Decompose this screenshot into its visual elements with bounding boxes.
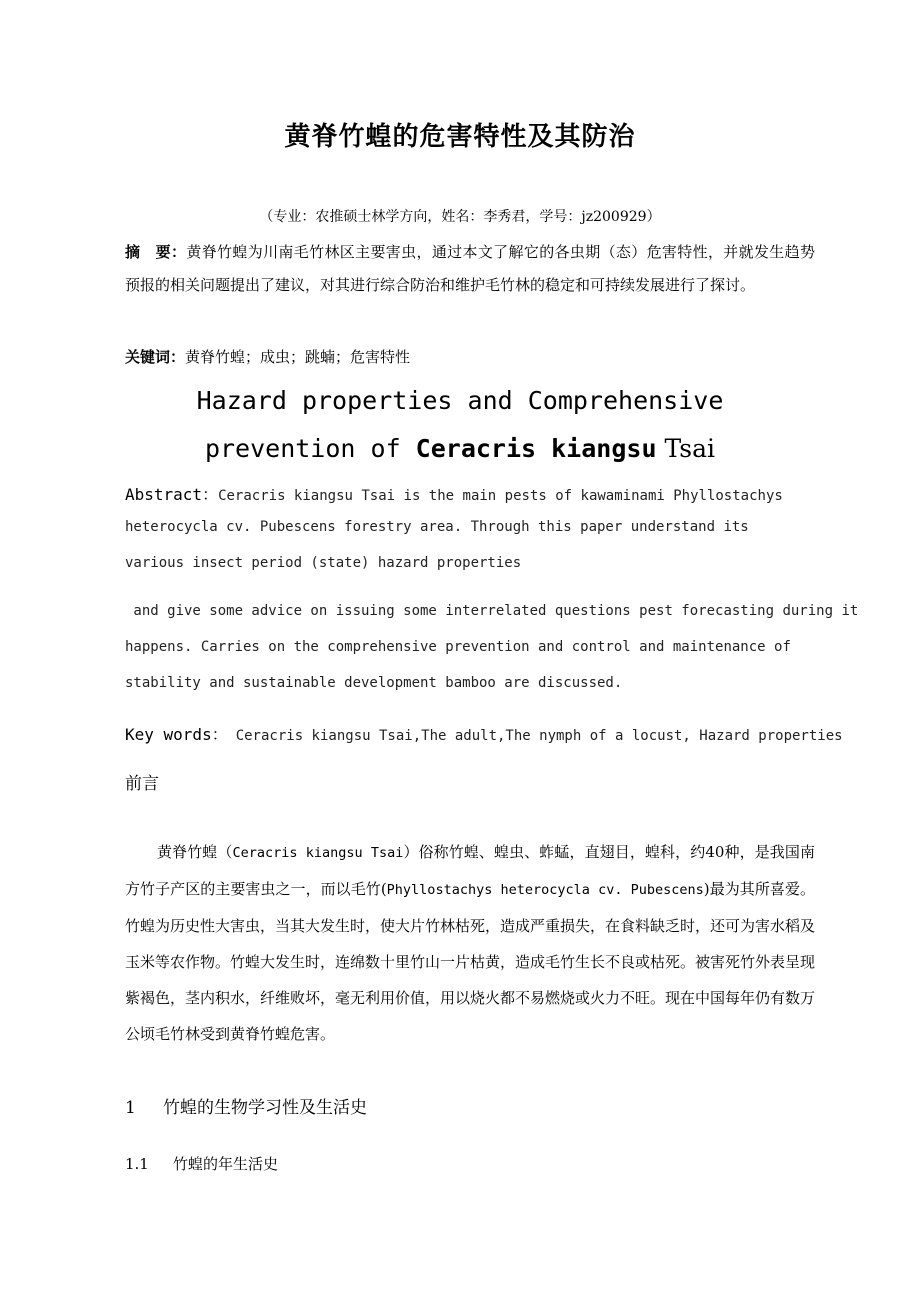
section-1-heading bbox=[125, 1093, 367, 1118]
paper-title-en-line1: Hazard properties and Comprehensive bbox=[196, 386, 724, 415]
keywords-en bbox=[125, 722, 843, 745]
keywords-cn bbox=[125, 346, 410, 367]
section-1-1-number: 1.1 bbox=[125, 1155, 149, 1173]
author-line: （专业：农推硕士林学方向，姓名：李秀君，学号：jz200929） bbox=[259, 209, 661, 225]
paper-title-cn: 黄脊竹蝗的危害特性及其防治 bbox=[284, 122, 636, 152]
keywords-en-label: Key words： bbox=[125, 725, 228, 744]
keywords-cn-text: 黄脊竹蝗；成虫；跳蝻；危害特性 bbox=[185, 348, 411, 366]
preface-species: Ceracris kiangsu Tsai bbox=[232, 845, 404, 861]
section-1-1-title: 竹蝗的年生活史 bbox=[173, 1155, 279, 1173]
abstract-en-text-1: Ceracris kiangsu Tsai is the main pests of kawaminami Phyllostachys bbox=[218, 488, 783, 504]
preface-paragraph bbox=[125, 834, 815, 1052]
section-1-title: 竹蝗的生物学习性及生活史 bbox=[163, 1098, 367, 1118]
abstract-en-line2: heterocycla cv. Pubescens forestry area. Through this paper understand its bbox=[125, 519, 749, 535]
section-1-number: 1 bbox=[125, 1098, 136, 1118]
abstract-cn-text: 黄脊竹蝗为川南毛竹林区主要害虫，通过本文了解它的各虫期（态）危害特性，并就发生趋势预报的相关问题提出了建议，对其进行综合防治和维护毛竹林的稳定和可持续发展进行了探讨。 bbox=[125, 243, 815, 294]
abstract-en-line3: various insect period (state) hazard properties bbox=[125, 555, 522, 571]
abstract-en-label: Abstract： bbox=[125, 485, 219, 504]
title-en-prefix: prevention of bbox=[204, 434, 416, 463]
preface-text-c: )最为其所喜爱。竹蝗为历史性大害虫，当其大发生时，使大片竹林枯死，造成严重损失，在食料缺乏时，还可为害水稻及玉米等农作物。竹蝗大发生时，连绵数十里竹山一片枯黄，造成毛竹生长不良或枯死。被害死竹外表呈现紫褐色，茎内积水，纤维败坏，毫无利用价值，用以烧火都不易燃烧或火力不旺。现在中国每年仍有数万公顷毛竹林受到黄脊竹蝗危害。 bbox=[125, 880, 816, 1043]
abstract-cn-label: 摘 要： bbox=[125, 243, 187, 261]
preface-heading: 前言 bbox=[125, 774, 159, 794]
keywords-cn-label: 关键词： bbox=[125, 348, 186, 366]
preface-text-a: 黄脊竹蝗（ bbox=[157, 843, 233, 861]
preface-latin: Phyllostachys heterocycla cv. Pubescens bbox=[386, 882, 704, 898]
section-1-1-heading bbox=[125, 1153, 278, 1174]
abstract-en-line6: stability and sustainable development bamboo are discussed. bbox=[125, 675, 623, 691]
abstract-en-line1 bbox=[125, 482, 783, 505]
title-en-suffix: Tsai bbox=[656, 434, 716, 463]
abstract-en-line4: and give some advice on issuing some interrelated questions pest forecasting during it bbox=[125, 603, 859, 619]
title-en-species: Ceracris kiangsu bbox=[415, 434, 657, 463]
preface-text-b: ）俗称竹蝗、蝗虫、蚱蜢，直翅目，蝗科，约40种，是我国南方竹子产区的主要害虫之一，而以毛竹( bbox=[125, 843, 815, 898]
keywords-en-text: Ceracris kiangsu Tsai,The adult,The nymph of a locust, Hazard properties bbox=[235, 728, 843, 744]
paper-title-en-line2 bbox=[0, 434, 920, 463]
abstract-en-line5: happens. Carries on the comprehensive prevention and control and maintenance of bbox=[125, 639, 791, 655]
abstract-cn bbox=[125, 236, 815, 302]
